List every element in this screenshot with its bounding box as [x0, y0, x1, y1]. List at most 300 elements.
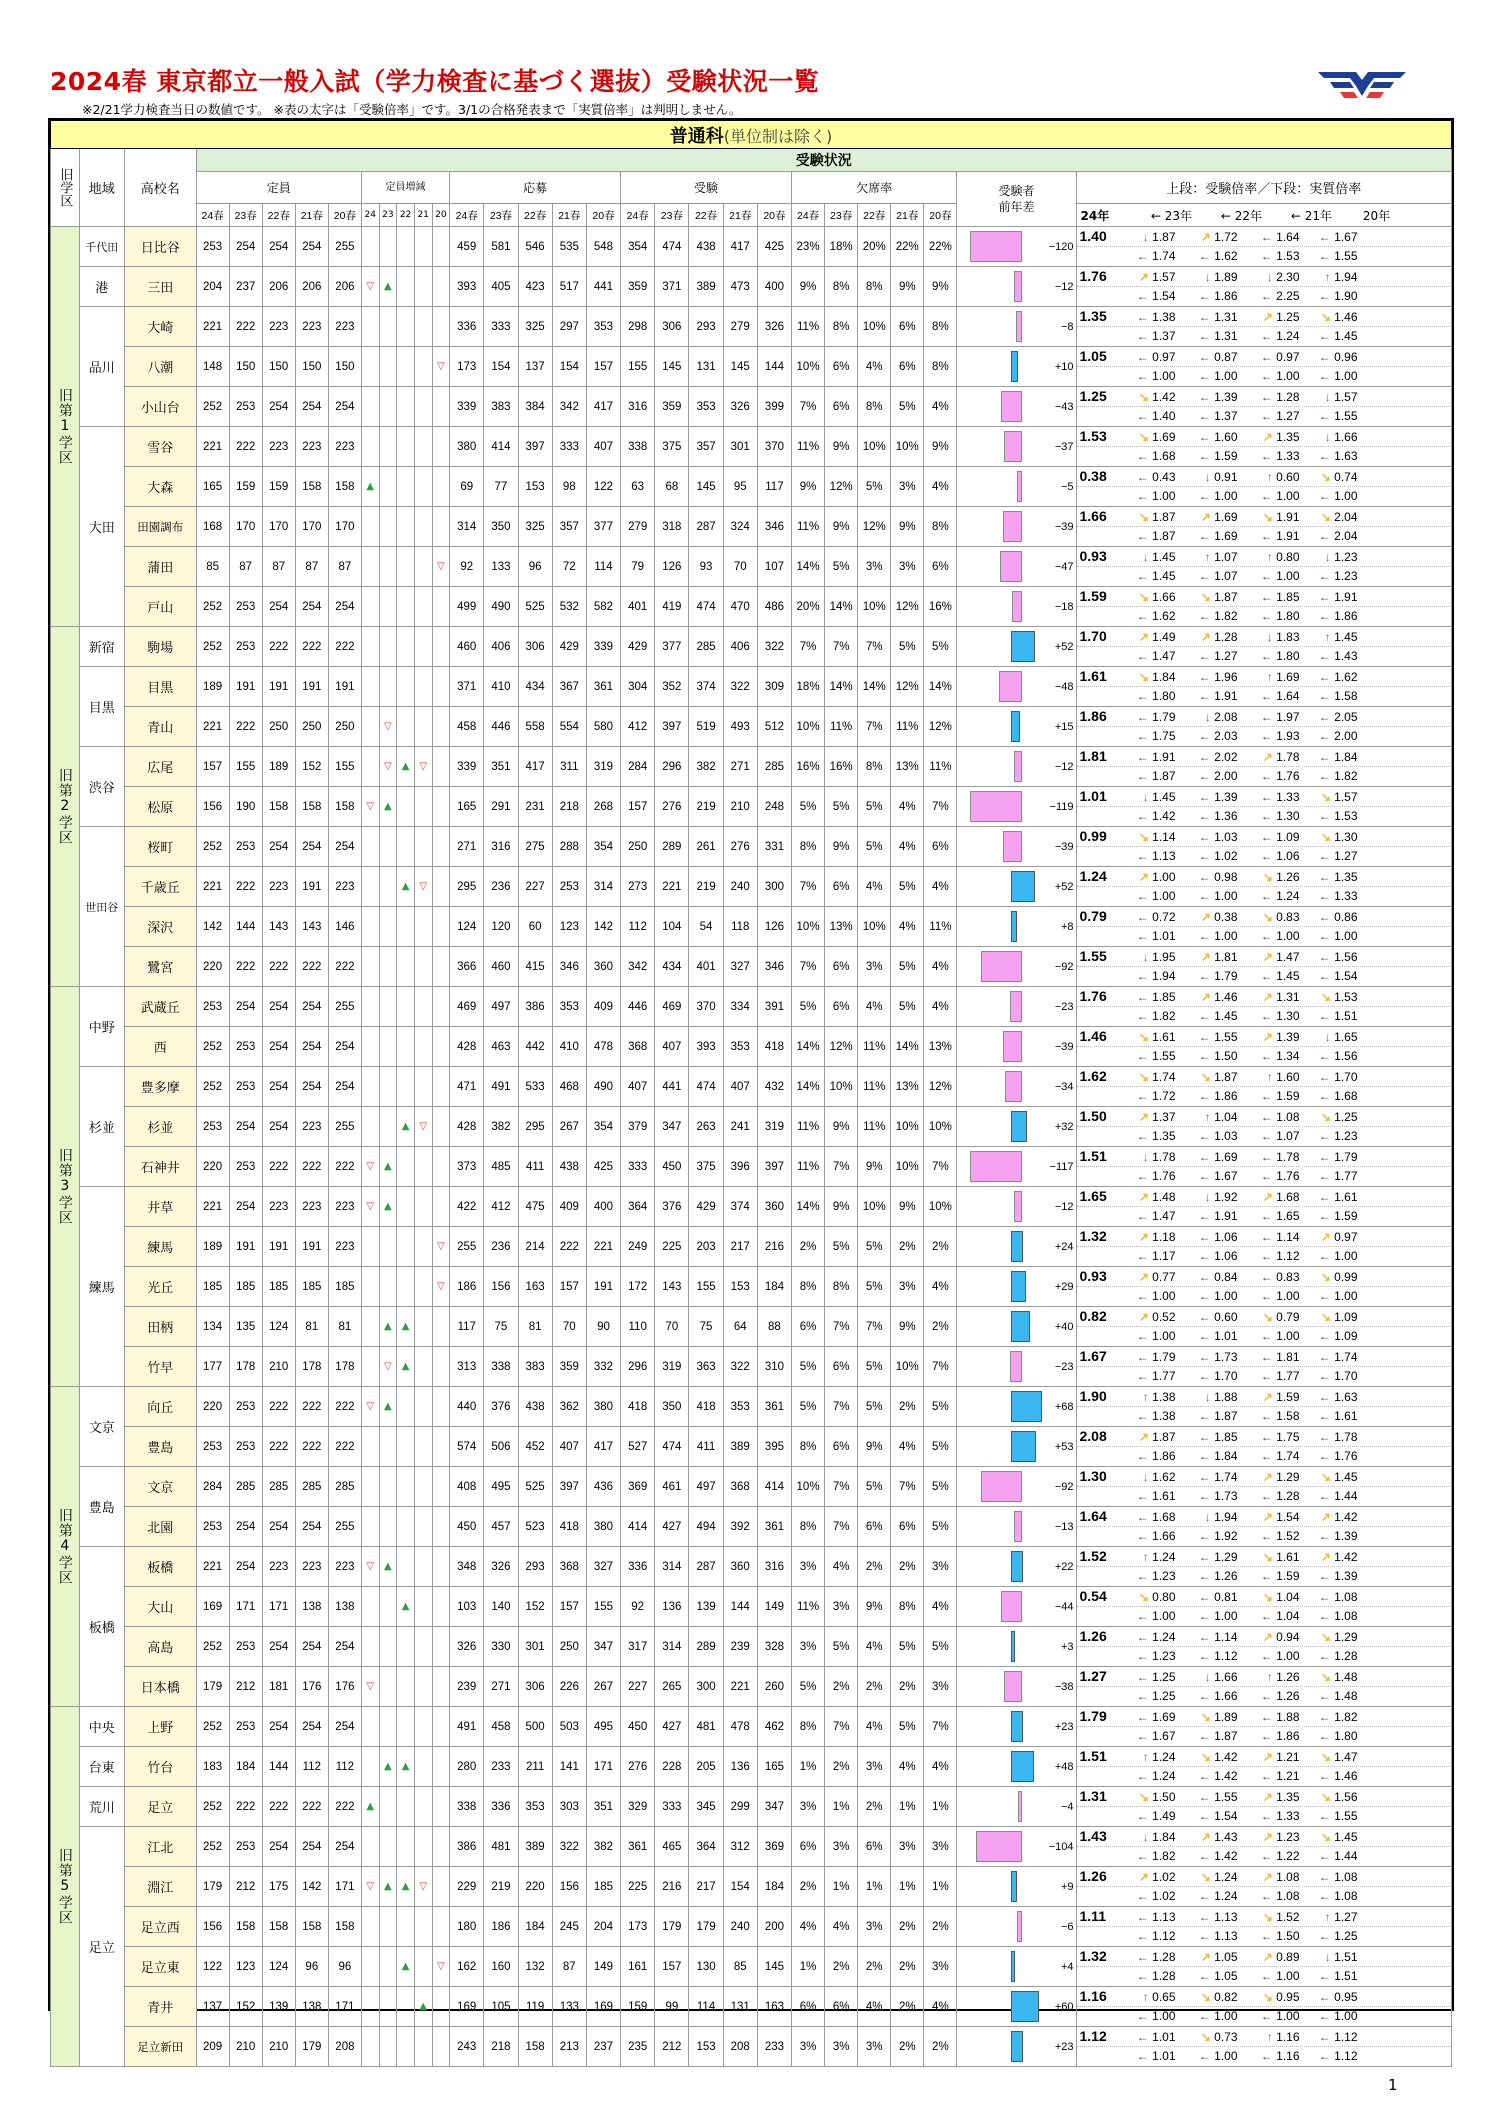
absent-rate-value: 2% [924, 1227, 957, 1267]
school-name: 光丘 [124, 1267, 196, 1307]
real-rate-past [1176, 1567, 1238, 1586]
exam-rate-value: 1.28 [1276, 390, 1300, 404]
capacity-change-empty [432, 1747, 450, 1787]
trend-arrow-icon: ↗ [1320, 1550, 1331, 1564]
exam-rate-past [1114, 1148, 1176, 1167]
left-arrow-icon: ← [1260, 809, 1273, 823]
trend-arrow-icon: ↑ [1266, 470, 1273, 484]
exam-rate-24: 0.93 [1079, 1268, 1107, 1284]
school-name: 深沢 [124, 907, 196, 947]
exam-rate-value: 1.42 [1334, 1550, 1358, 1564]
real-rate-value: 1.12 [1276, 1249, 1300, 1263]
absent-rate-value: 2% [858, 1547, 891, 1587]
capacity-change-empty [361, 1027, 379, 1067]
real-rate-value: 1.52 [1276, 1529, 1300, 1543]
exam-rate-past [1114, 868, 1176, 887]
exam-rate-past [1300, 1468, 1358, 1487]
applicants-value: 500 [518, 1707, 552, 1747]
diff-value: −39 [1054, 840, 1074, 853]
diff-value: −43 [1054, 400, 1074, 413]
absent-rate-value: 11% [792, 1147, 825, 1187]
left-arrow-icon: ← [1136, 929, 1149, 943]
applicants-value: 457 [484, 1507, 518, 1547]
real-rate-line [1077, 767, 1452, 786]
exam-rate-value: 1.91 [1276, 510, 1300, 524]
capacity-change-empty [361, 1627, 379, 1667]
capacity-change-empty [397, 387, 415, 427]
examinees-value: 260 [757, 1667, 791, 1707]
real-rate-value: 2.04 [1334, 529, 1358, 543]
diff-cell [957, 747, 1076, 787]
real-rate-line [1077, 1047, 1452, 1066]
left-arrow-icon: ← [1136, 1329, 1149, 1343]
exam-rate-past [1238, 1788, 1300, 1807]
applicants-value: 339 [450, 387, 484, 427]
exam-rate-past [1176, 748, 1238, 767]
examinees-value: 95 [723, 467, 757, 507]
applicants-value: 301 [518, 1627, 552, 1667]
capacity-change-empty [379, 1467, 397, 1507]
absent-rate-value: 14% [858, 667, 891, 707]
capacity-value: 159 [229, 467, 262, 507]
examinees-value: 407 [723, 1067, 757, 1107]
capacity-value: 206 [328, 267, 361, 307]
real-rate-value: 1.46 [1334, 1769, 1358, 1783]
exam-rate-value: 1.89 [1214, 270, 1238, 284]
capacity-value: 254 [262, 1707, 295, 1747]
exam-rate-past [1114, 1868, 1176, 1887]
real-rate-value: 1.47 [1152, 649, 1176, 663]
capacity-value: 152 [295, 747, 328, 787]
applicants-value: 218 [484, 2027, 518, 2067]
left-arrow-icon: ← [1318, 1729, 1331, 1743]
real-rate-line [1077, 407, 1452, 426]
capacity-change-empty [379, 827, 397, 867]
examinees-value: 284 [621, 747, 655, 787]
exam-rate-value: 1.85 [1152, 990, 1176, 1004]
real-rate-past [1238, 1207, 1300, 1226]
absent-rate-value: 4% [825, 1907, 858, 1947]
real-rate-value: 1.00 [1152, 1609, 1176, 1623]
applicants-value: 407 [586, 427, 620, 467]
real-rate-value: 1.59 [1214, 449, 1238, 463]
exam-rate-past [1300, 948, 1358, 967]
real-rate-value: 1.00 [1214, 929, 1238, 943]
exam-rate-value: 0.96 [1334, 350, 1358, 364]
exam-rate-value: 1.92 [1214, 1190, 1238, 1204]
real-rate-value: 1.12 [1152, 1929, 1176, 1943]
applicants-value: 490 [586, 1067, 620, 1107]
exam-rate-past [1238, 988, 1300, 1007]
exam-rate-past [1114, 588, 1176, 607]
absent-rate-value: 2% [891, 1547, 924, 1587]
real-rate-past [1114, 847, 1176, 866]
applicants-value: 92 [450, 547, 484, 587]
capacity-value: 189 [196, 1227, 229, 1267]
absent-rate-value: 2% [858, 1787, 891, 1827]
applicants-value: 353 [552, 987, 586, 1027]
school-name: 日本橋 [124, 1667, 196, 1707]
left-arrow-icon: ← [1318, 1409, 1331, 1423]
real-rate-value: 1.28 [1334, 1649, 1358, 1663]
capacity-change-empty [432, 867, 450, 907]
capacity-value: 253 [196, 987, 229, 1027]
real-rate-past [1114, 887, 1176, 906]
absent-rate-value: 3% [825, 1827, 858, 1867]
left-arrow-icon: ← [1198, 729, 1211, 743]
exam-rate-value: 1.45 [1334, 630, 1358, 644]
examinees-value: 391 [757, 987, 791, 1027]
trend-arrow-icon: ← [1136, 990, 1149, 1004]
capacity-value: 158 [328, 1907, 361, 1947]
capacity-value: 222 [295, 947, 328, 987]
exam-rate-24: 1.62 [1079, 1068, 1107, 1084]
applicants-value: 429 [552, 627, 586, 667]
applicants-value: 162 [450, 1947, 484, 1987]
exam-rate-value: 1.45 [1334, 1830, 1358, 1844]
app-year-4: 20春 [586, 204, 620, 227]
absent-rate-value: 10% [891, 1347, 924, 1387]
trend-arrow-icon: ← [1198, 1630, 1211, 1644]
real-rate-past [1300, 887, 1358, 906]
real-rate-value: 1.38 [1152, 1409, 1176, 1423]
diff-cell [957, 947, 1076, 987]
exam-rate-value: 1.61 [1152, 1030, 1176, 1044]
real-rate-past [1176, 367, 1238, 386]
capacity-change-empty [414, 667, 432, 707]
capacity-value: 222 [262, 1787, 295, 1827]
examinees-value: 240 [723, 867, 757, 907]
real-rate-value: 1.00 [1334, 1249, 1358, 1263]
area-cell: 台東 [79, 1747, 124, 1787]
real-rate-past [1114, 727, 1176, 746]
exam-rate-past [1238, 1588, 1300, 1607]
examinees-value: 179 [655, 1907, 689, 1947]
trend-arrow-icon: ← [1260, 790, 1273, 804]
examinees-value: 396 [723, 1147, 757, 1187]
diff-bar [1017, 471, 1021, 502]
exam-rate-line [1077, 867, 1452, 887]
real-rate-past [1114, 1407, 1176, 1426]
left-arrow-icon: ← [1136, 729, 1149, 743]
real-rate-value: 1.59 [1276, 1089, 1300, 1103]
school-name: 高島 [124, 1627, 196, 1667]
diff-header-line2: 前年差 [998, 200, 1035, 214]
examinees-value: 319 [757, 1107, 791, 1147]
applicants-value: 239 [450, 1667, 484, 1707]
exam-rate-24: 1.70 [1079, 628, 1107, 644]
capacity-change-empty [432, 1587, 450, 1627]
absent-rate-value: 2% [924, 2027, 957, 2067]
real-rate-value: 1.44 [1334, 1849, 1358, 1863]
capacity-value: 222 [229, 947, 262, 987]
real-rate-past [1114, 2047, 1176, 2066]
exam-rate-value: 1.47 [1334, 1750, 1358, 1764]
real-rate-value: 1.00 [1214, 2009, 1238, 2023]
examinees-value: 368 [723, 1467, 757, 1507]
exam-rate-value: 0.52 [1152, 1310, 1176, 1324]
examinees-value: 360 [723, 1547, 757, 1587]
exam-rate-value: 1.94 [1334, 270, 1358, 284]
left-arrow-icon: ← [1136, 1689, 1149, 1703]
trend-arrow-icon: ↘ [1320, 1630, 1331, 1644]
examinees-value: 527 [621, 1427, 655, 1467]
exam-rate-line [1077, 347, 1452, 367]
exam-rate-past [1176, 508, 1238, 527]
capacity-change-empty [397, 227, 415, 267]
absent-rate-value: 9% [792, 267, 825, 307]
applicants-value: 267 [586, 1667, 620, 1707]
exam-rate-past [1114, 1948, 1176, 1967]
exam-rate-past [1300, 908, 1358, 927]
real-rate-line [1077, 1407, 1452, 1426]
absent-rate-value: 4% [924, 987, 957, 1027]
real-rate-line [1077, 1327, 1452, 1346]
absent-rate-value: 6% [792, 1307, 825, 1347]
exam-rate-past [1238, 1828, 1300, 1847]
absent-rate-value: 9% [891, 507, 924, 547]
exam-rate-value: 1.25 [1152, 1670, 1176, 1684]
region-cell: 旧第1学区 [51, 227, 80, 627]
capacity-change-empty [379, 1427, 397, 1467]
app-year-2: 22春 [518, 204, 552, 227]
left-arrow-icon: ← [1136, 1889, 1149, 1903]
real-rate-past [1300, 1447, 1358, 1466]
absent-rate-value: 4% [858, 1987, 891, 2027]
school-name: 北園 [124, 1507, 196, 1547]
trend-arrow-icon: ↘ [1320, 1670, 1331, 1684]
applicants-value: 231 [518, 787, 552, 827]
capacity-change-empty [397, 707, 415, 747]
examinees-value: 469 [655, 987, 689, 1027]
trend-arrow-icon: ↘ [1138, 1590, 1149, 1604]
exam-rate-value: 1.33 [1276, 790, 1300, 804]
capacity-decrease-icon: ▽ [361, 1387, 379, 1427]
left-arrow-icon: ← [1260, 1249, 1273, 1263]
capacity-value: 184 [229, 1747, 262, 1787]
capacity-change-empty [397, 427, 415, 467]
capacity-value: 285 [295, 1467, 328, 1507]
trend-arrow-icon: ← [1318, 1710, 1331, 1724]
left-arrow-icon: ← [1260, 569, 1273, 583]
capacity-change-empty [397, 1187, 415, 1227]
exam-rate-past [1176, 1628, 1238, 1647]
capacity-change-empty [379, 1987, 397, 2027]
exam-rate-past [1238, 708, 1300, 727]
absent-rate-value: 2% [891, 1907, 924, 1947]
trend-arrow-icon: ↘ [1320, 1750, 1331, 1764]
examinees-value: 347 [757, 1787, 791, 1827]
real-rate-value: 1.56 [1334, 1049, 1358, 1063]
examinees-value: 179 [689, 1907, 723, 1947]
applicants-value: 342 [552, 387, 586, 427]
exam-rate-value: 1.64 [1276, 230, 1300, 244]
exam-rate-value: 1.87 [1152, 1430, 1176, 1444]
examinees-value: 235 [621, 2027, 655, 2067]
exam-rate-past [1114, 1628, 1176, 1647]
capchange-header: 定員増減 [361, 172, 449, 204]
capacity-change-empty [414, 1427, 432, 1467]
examinees-value: 438 [689, 227, 723, 267]
exam-rate-value: 1.39 [1214, 390, 1238, 404]
applicants-value: 357 [552, 507, 586, 547]
examinees-value: 153 [689, 2027, 723, 2067]
capacity-value: 254 [295, 1707, 328, 1747]
capacity-value: 223 [328, 867, 361, 907]
absent-rate-value: 9% [891, 1307, 924, 1347]
capacity-value: 143 [262, 907, 295, 947]
capacity-value: 252 [196, 827, 229, 867]
exam-rate-past [1176, 1148, 1238, 1167]
examinees-value: 370 [689, 987, 723, 1027]
trend-arrow-icon: ↗ [1138, 1870, 1149, 1884]
real-rate-past [1238, 727, 1300, 746]
left-arrow-icon: ← [1318, 889, 1331, 903]
region-cell: 旧第3学区 [51, 987, 80, 1387]
table-row [51, 987, 1452, 1027]
real-rate-past [1176, 527, 1238, 546]
exam-rate-line [1077, 307, 1452, 327]
real-rate-value: 1.53 [1334, 809, 1358, 823]
capacity-change-empty [379, 947, 397, 987]
absent-rate-value: 14% [825, 587, 858, 627]
exam-rate-past [1238, 868, 1300, 887]
exam-rate-value: 0.97 [1276, 350, 1300, 364]
table-row [51, 1347, 1452, 1387]
trend-arrow-icon: ← [1198, 670, 1211, 684]
exam-rate-value: 1.65 [1334, 1030, 1358, 1044]
absent-rate-value: 7% [825, 627, 858, 667]
capacity-change-empty [414, 427, 432, 467]
absent-rate-value: 7% [825, 1307, 858, 1347]
school-name: 向丘 [124, 1387, 196, 1427]
left-arrow-icon: ← [1260, 1089, 1273, 1103]
diff-value: +52 [1054, 880, 1074, 893]
left-arrow-icon: ← [1260, 689, 1273, 703]
exam-rate-value: 0.95 [1334, 1990, 1358, 2004]
exam-year-4: 20春 [757, 204, 791, 227]
table-row [51, 507, 1452, 547]
exam-rate-value: 1.78 [1276, 750, 1300, 764]
examinees-value: 414 [757, 1467, 791, 1507]
capacity-change-empty [432, 707, 450, 747]
rate-cell [1076, 1147, 1452, 1187]
left-arrow-icon: ← [1198, 1569, 1211, 1583]
applicants-value: 325 [518, 307, 552, 347]
capacity-value: 253 [229, 1387, 262, 1427]
absent-rate-value: 6% [825, 1347, 858, 1387]
real-rate-value: 1.91 [1214, 1209, 1238, 1223]
diff-bar [1011, 711, 1019, 742]
diff-value: +48 [1054, 1760, 1074, 1773]
capacity-change-empty [379, 1507, 397, 1547]
trend-arrow-icon: ↗ [1262, 1790, 1273, 1804]
capacity-value: 155 [328, 747, 361, 787]
capacity-change-empty [361, 907, 379, 947]
absent-rate-value: 9% [858, 1587, 891, 1627]
exam-rate-value: 1.31 [1214, 310, 1238, 324]
trend-arrow-icon: ↘ [1320, 1830, 1331, 1844]
real-rate-past [1300, 1607, 1358, 1626]
applicants-value: 137 [518, 347, 552, 387]
real-rate-line [1077, 1687, 1452, 1706]
absent-rate-value: 2% [891, 1947, 924, 1987]
real-rate-value: 1.67 [1214, 1169, 1238, 1183]
exam-rate-value: 1.54 [1276, 1510, 1300, 1524]
area-header: 地域 [79, 149, 124, 227]
real-rate-past [1300, 1807, 1358, 1826]
trend-arrow-icon: ↓ [1142, 550, 1149, 564]
applicants-value: 525 [518, 587, 552, 627]
exam-rate-past [1176, 988, 1238, 1007]
real-rate-value: 1.74 [1152, 249, 1176, 263]
capacity-value: 158 [229, 1907, 262, 1947]
capacity-value: 222 [295, 627, 328, 667]
exam-rate-24: 1.25 [1079, 388, 1107, 404]
applicants-value: 384 [518, 387, 552, 427]
capacity-change-empty [379, 667, 397, 707]
trend-arrow-icon: ↘ [1138, 510, 1149, 524]
exam-rate-value: 1.56 [1334, 950, 1358, 964]
absent-rate-value: 4% [891, 907, 924, 947]
table-row [51, 387, 1452, 427]
absent-rate-value: 9% [825, 1107, 858, 1147]
examinees-value: 155 [621, 347, 655, 387]
capacity-change-empty [414, 987, 432, 1027]
real-rate-past [1114, 1847, 1176, 1866]
exam-rate-line [1077, 1387, 1452, 1407]
capacity-change-empty [361, 2027, 379, 2067]
examinees-value: 364 [689, 1827, 723, 1867]
exam-rate-value: 1.38 [1152, 310, 1176, 324]
exam-rate-value: 1.38 [1152, 1390, 1176, 1404]
absent-rate-value: 10% [792, 707, 825, 747]
exam-rate-value: 1.82 [1334, 1710, 1358, 1724]
exam-rate-line [1077, 1787, 1452, 1807]
examinees-value: 248 [757, 787, 791, 827]
examinees-value: 299 [723, 1787, 757, 1827]
exam-rate-past [1300, 1228, 1358, 1247]
examinees-value: 296 [621, 1347, 655, 1387]
diff-bar [1011, 1231, 1023, 1262]
exam-rate-value: 1.53 [1334, 990, 1358, 1004]
cap-year-2: 22春 [262, 204, 295, 227]
exam-rate-past [1176, 468, 1238, 487]
trend-arrow-icon: ← [1318, 710, 1331, 724]
left-arrow-icon: ← [1318, 1169, 1331, 1183]
exam-rate-past [1300, 1868, 1358, 1887]
real-rate-value: 1.55 [1152, 1049, 1176, 1063]
exam-rate-value: 1.89 [1214, 1710, 1238, 1724]
applicants-value: 213 [552, 2027, 586, 2067]
rate-cell [1076, 507, 1452, 547]
exam-rate-value: 1.55 [1214, 1790, 1238, 1804]
page-number: 1 [1388, 2076, 1398, 2094]
exam-rate-value: 1.57 [1334, 790, 1358, 804]
absent-rate-value: 1% [792, 1747, 825, 1787]
examinees-value: 79 [621, 547, 655, 587]
left-arrow-icon: ← [1198, 449, 1211, 463]
examinees-value: 161 [621, 1947, 655, 1987]
real-rate-past [1238, 887, 1300, 906]
left-arrow-icon: ← [1198, 1489, 1211, 1503]
real-rate-past [1238, 807, 1300, 826]
examinees-value: 317 [621, 1627, 655, 1667]
applicants-value: 410 [484, 667, 518, 707]
exam-rate-past [1176, 1708, 1238, 1727]
exam-rate-value: 1.66 [1214, 1670, 1238, 1684]
diff-cell [957, 1707, 1076, 1747]
